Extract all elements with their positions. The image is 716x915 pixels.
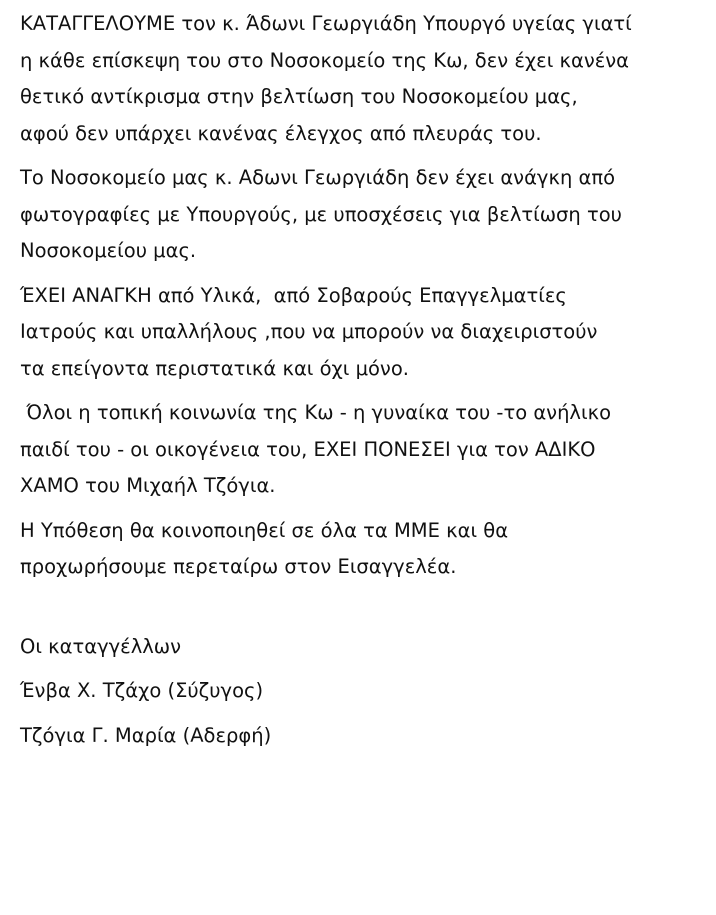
paragraph-line: προχωρήσουμε περεταίρω στον Εισαγγελέα. — [20, 555, 457, 578]
paragraph-1 — [20, 6, 700, 152]
blank-space — [20, 594, 700, 629]
signature-heading: Οι καταγγέλλων — [20, 634, 182, 658]
paragraph-4 — [20, 395, 700, 505]
paragraph-line: ΈΧΕΙ ΑΝΑΓΚΗ από Υλικά, από Σοβαρούς Επαγγελματίες — [20, 283, 567, 307]
paragraph-line: Ιατρούς και υπαλλήλους ,που να μπορούν να διαχειριστούν — [20, 320, 598, 343]
paragraph-line: Νοσοκομείου μας. — [20, 239, 197, 262]
paragraph-line: φωτογραφίες με Υπουργούς, με υποσχέσεις για βελτίωση του — [20, 202, 622, 226]
paragraph-line: ΧΑΜΟ του Μιχαήλ Τζόγια. — [20, 474, 276, 497]
paragraph-line: Όλοι η τοπική κοινωνία της Κω - η γυναίκα του -το ανήλικο — [20, 401, 611, 424]
signer-name: Ένβα Χ. Τζάχο (Σύζυγος) — [20, 679, 264, 702]
paragraph-line: η κάθε επίσκεψη του στο Νοσοκομείο της Κω, δεν έχει κανένα — [20, 48, 630, 72]
paragraph-3 — [20, 278, 700, 388]
paragraph-line: ΚΑΤΑΓΓΕΛΟΥΜΕ τον κ. Άδωνι Γεωργιάδη Υπουργό υγείας γιατί — [20, 12, 632, 35]
paragraph-line: αφού δεν υπάρχει κανένας έλεγχος από πλευράς του. — [20, 121, 542, 145]
paragraph-line: Η Υπόθεση θα κοινοποιηθεί σε όλα τα ΜΜΕ και θα — [20, 518, 509, 542]
paragraph-line: τα επείγοντα περιστατικά και όχι μόνο. — [20, 356, 409, 380]
paragraph-line: θετικό αντίκρισμα στην βελτίωση του Νοσοκομείου μας, — [20, 85, 578, 108]
paragraph-5 — [20, 513, 700, 586]
paragraph-line: παιδί του - οι οικογένεια του, ΕΧΕΙ ΠΟΝΕΣΕΙ για τον ΑΔΙΚΟ — [20, 437, 596, 461]
complaint-letter — [20, 6, 700, 762]
paragraph-line: Το Νοσοκομείο μας κ. Αδωνι Γεωργιάδη δεν έχει ανάγκη από — [20, 166, 616, 189]
paragraph-2 — [20, 160, 700, 270]
signer-name: Τζόγια Γ. Μαρία (Αδερφή) — [20, 723, 272, 747]
